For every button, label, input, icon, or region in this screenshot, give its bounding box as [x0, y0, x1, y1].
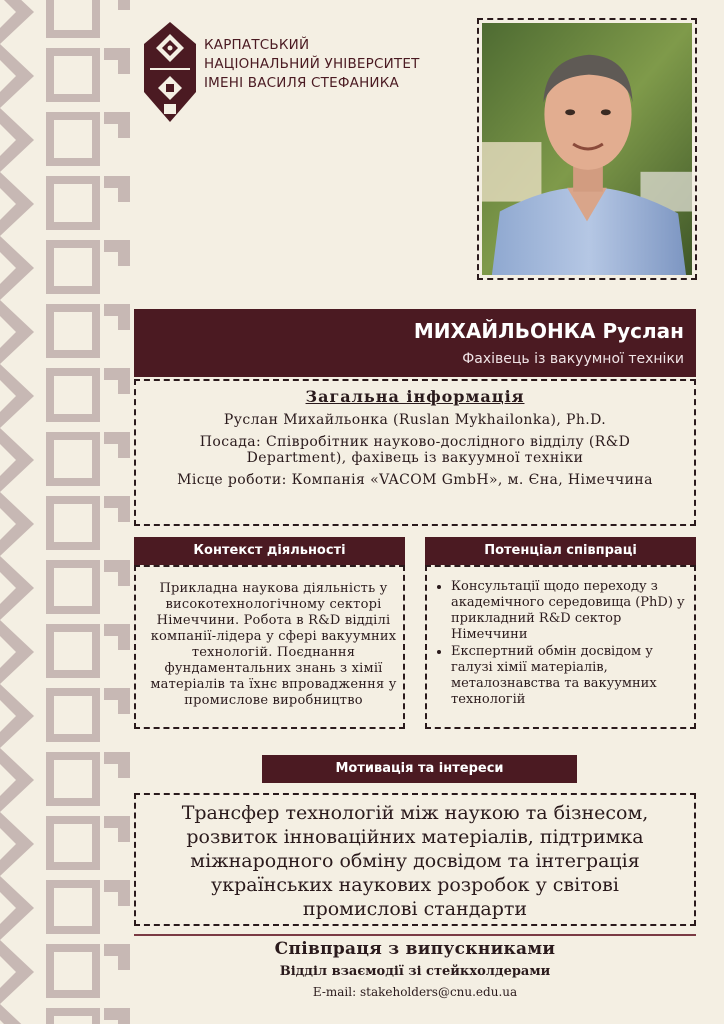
potential-section	[425, 565, 696, 729]
motivation-section	[134, 793, 696, 926]
potential-list	[427, 579, 688, 708]
general-info-title: Загальна інформація	[305, 387, 525, 406]
footer-department: Відділ взаємодії зі стейкхолдерами	[279, 964, 551, 979]
university-name	[204, 36, 464, 93]
potential-header: Потенціал співпраці	[425, 537, 696, 565]
list-item: • Експертний обмін досвідом у галузі хімії матеріалів, металознавства та вакуумних технологій	[451, 644, 688, 708]
workplace-text: Місце роботи: Компанія «VACOM GmbH», м. Єна, Німеччина	[177, 472, 653, 488]
full-name-text: Руслан Михайльонка (Ruslan Mykhailonka), Ph.D.	[223, 412, 607, 428]
footer	[134, 939, 696, 999]
context-section	[134, 565, 405, 729]
university-name-line: ІМЕНІ ВАСИЛЯ СТЕФАНИКА	[204, 75, 399, 91]
context-text: Прикладна наукова діяльність у високотехнологічному секторі Німеччини. Робота в R&D відділі компанії-лідера у сфері вакуумних технологій. Поєднання фундаментальних знань з хімії матеріалів та їхнє впровадження у промислове виробництво	[150, 581, 397, 708]
person-role: Фахівець із вакуумної техніки	[462, 351, 684, 367]
context-header: Контекст діяльності	[134, 537, 405, 565]
footer-email[interactable]: E-mail: stakeholders@cnu.edu.ua	[312, 985, 518, 999]
person-photo-icon	[482, 23, 692, 275]
motivation-text: Трансфер технологій між наукою та бізнесом, розвиток інноваційних матеріалів, підтримка міжнародного обміну досвідом та інтеграція українських наукових розробок у світові промислові стандарти	[181, 802, 649, 920]
university-name-line: НАЦІОНАЛЬНИЙ УНІВЕРСИТЕТ	[204, 56, 420, 72]
footer-title: Співпраця з випускниками	[274, 939, 556, 959]
general-info-section	[134, 379, 696, 526]
portrait-photo	[477, 18, 697, 280]
list-item: • Консультації щодо переходу з академічного середовища (PhD) у прикладний R&D сектор Німеччини	[451, 579, 688, 643]
person-name: МИХАЙЛЬОНКА Руслан	[413, 319, 684, 343]
embroidery-ornament	[0, 0, 130, 1024]
footer-divider	[134, 934, 696, 936]
motivation-header: Мотивація та інтереси	[262, 755, 577, 783]
position-text: Посада: Співробітник науково-дослідного відділу (R&D Department), фахівець із вакуумної техніки	[199, 434, 631, 466]
university-logo-icon	[144, 22, 196, 122]
university-name-line: КАРПАТСЬКИЙ	[204, 37, 310, 53]
name-banner	[134, 309, 696, 377]
